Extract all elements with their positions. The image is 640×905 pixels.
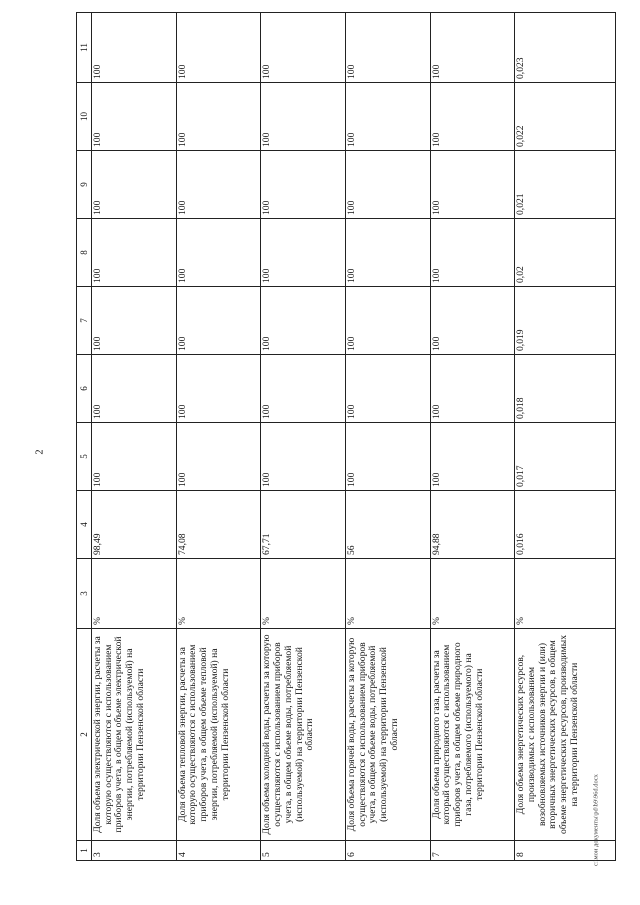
column-number-header: 5 bbox=[77, 423, 92, 491]
value-cell: 100 bbox=[261, 219, 346, 287]
value-cell: 100 bbox=[261, 355, 346, 423]
column-number-header: 6 bbox=[77, 355, 92, 423]
value-cell: 100 bbox=[176, 219, 261, 287]
header-row bbox=[77, 13, 92, 861]
value-cell: 100 bbox=[430, 219, 515, 287]
value-cell: 100 bbox=[345, 13, 430, 83]
column-number-header: 7 bbox=[77, 287, 92, 355]
column-number-header: 3 bbox=[77, 559, 92, 629]
value-cell: 100 bbox=[176, 423, 261, 491]
value-cell: 74,08 bbox=[176, 491, 261, 559]
value-cell: 100 bbox=[345, 287, 430, 355]
table-row bbox=[92, 13, 177, 861]
file-path-footer: c:\мои документы\pd\b9\96d.docx bbox=[592, 774, 600, 866]
value-cell: 100 bbox=[430, 83, 515, 151]
value-cell: 100 bbox=[92, 13, 177, 83]
indicator-name-cell: Доля объема холодной воды, расчеты за которую осуществляются с использованием приборов учета, в общем объеме воды, потребляемой (используемой) на территории Пензенской области bbox=[261, 629, 346, 841]
value-cell: 100 bbox=[261, 423, 346, 491]
value-cell: 100 bbox=[261, 13, 346, 83]
row-number-cell: 7 bbox=[430, 841, 515, 861]
value-cell: 0,017 bbox=[515, 423, 616, 491]
value-cell: 100 bbox=[176, 151, 261, 219]
value-cell: 100 bbox=[92, 355, 177, 423]
value-cell: 100 bbox=[430, 13, 515, 83]
column-number-header: 1 bbox=[77, 841, 92, 861]
unit-cell: % bbox=[515, 559, 616, 629]
value-cell: 100 bbox=[345, 423, 430, 491]
value-cell: 0,023 bbox=[515, 13, 616, 83]
unit-cell: % bbox=[430, 559, 515, 629]
value-cell: 100 bbox=[176, 355, 261, 423]
page-number: 2 bbox=[34, 449, 46, 455]
value-cell: 100 bbox=[261, 287, 346, 355]
value-cell: 0,021 bbox=[515, 151, 616, 219]
row-number-cell: 5 bbox=[261, 841, 346, 861]
value-cell: 100 bbox=[430, 423, 515, 491]
row-number-cell: 4 bbox=[176, 841, 261, 861]
value-cell: 100 bbox=[92, 287, 177, 355]
value-cell: 100 bbox=[345, 151, 430, 219]
table-row bbox=[261, 13, 346, 861]
table-row bbox=[515, 13, 616, 861]
row-number-cell: 3 bbox=[92, 841, 177, 861]
value-cell: 100 bbox=[92, 151, 177, 219]
value-cell: 100 bbox=[430, 355, 515, 423]
value-cell: 0,02 bbox=[515, 219, 616, 287]
row-number-cell: 8 bbox=[515, 841, 616, 861]
value-cell: 100 bbox=[345, 83, 430, 151]
value-cell: 100 bbox=[92, 423, 177, 491]
value-cell: 100 bbox=[176, 13, 261, 83]
value-cell: 100 bbox=[261, 151, 346, 219]
indicator-name-cell: Доля объема энергетических ресурсов, производимых с использованием возобновляемых источников энергии и (или) вторичных энергетических ресурсов, в общем объеме энергетических ресурсов, производимых на территории Пензенской области bbox=[515, 629, 616, 841]
table-row bbox=[176, 13, 261, 861]
table-row bbox=[430, 13, 515, 861]
value-cell: 56 bbox=[345, 491, 430, 559]
value-cell: 0,018 bbox=[515, 355, 616, 423]
column-number-header: 4 bbox=[77, 491, 92, 559]
value-cell: 0,016 bbox=[515, 491, 616, 559]
unit-cell: % bbox=[261, 559, 346, 629]
column-number-header: 2 bbox=[77, 629, 92, 841]
row-number-cell: 6 bbox=[345, 841, 430, 861]
indicator-name-cell: Доля объема горячей воды, расчеты за которую осуществляются с использованием приборов учета, в общем объеме воды, потребляемой (используемой) на территории Пензенской области bbox=[345, 629, 430, 841]
value-cell: 100 bbox=[345, 355, 430, 423]
column-number-header: 9 bbox=[77, 151, 92, 219]
value-cell: 0,019 bbox=[515, 287, 616, 355]
value-cell: 100 bbox=[92, 219, 177, 287]
value-cell: 0,022 bbox=[515, 83, 616, 151]
value-cell: 100 bbox=[345, 219, 430, 287]
value-cell: 100 bbox=[430, 287, 515, 355]
value-cell: 94,88 bbox=[430, 491, 515, 559]
value-cell: 100 bbox=[92, 83, 177, 151]
unit-cell: % bbox=[176, 559, 261, 629]
indicators-table bbox=[76, 12, 616, 861]
indicator-name-cell: Доля объема природного газа, расчеты за который осуществляются с использованием приборов учета, в общем объеме природного газа, потребляемого (используемого) на территории Пензенской области bbox=[430, 629, 515, 841]
rotated-table-frame bbox=[76, 23, 616, 861]
column-number-header: 10 bbox=[77, 83, 92, 151]
value-cell: 98,49 bbox=[92, 491, 177, 559]
value-cell: 100 bbox=[176, 83, 261, 151]
column-number-header: 11 bbox=[77, 13, 92, 83]
value-cell: 67,71 bbox=[261, 491, 346, 559]
column-number-header: 8 bbox=[77, 219, 92, 287]
value-cell: 100 bbox=[176, 287, 261, 355]
table-row bbox=[345, 13, 430, 861]
indicator-name-cell: Доля объема тепловой энергии, расчеты за которую осуществляются с использованием приборов учета, в общем объеме тепловой энергии, потребляемой (используемой) на территории Пензенской области bbox=[176, 629, 261, 841]
unit-cell: % bbox=[92, 559, 177, 629]
value-cell: 100 bbox=[430, 151, 515, 219]
unit-cell: % bbox=[345, 559, 430, 629]
indicator-name-cell: Доля объема электрической энергии, расчеты за которую осуществляются с использованием приборов учета, в общем объеме электрической энергии, потребляемой (используемой) на территории Пензенской области bbox=[92, 629, 177, 841]
value-cell: 100 bbox=[261, 83, 346, 151]
rotated-table-content bbox=[76, 23, 616, 861]
table-body bbox=[92, 13, 616, 861]
